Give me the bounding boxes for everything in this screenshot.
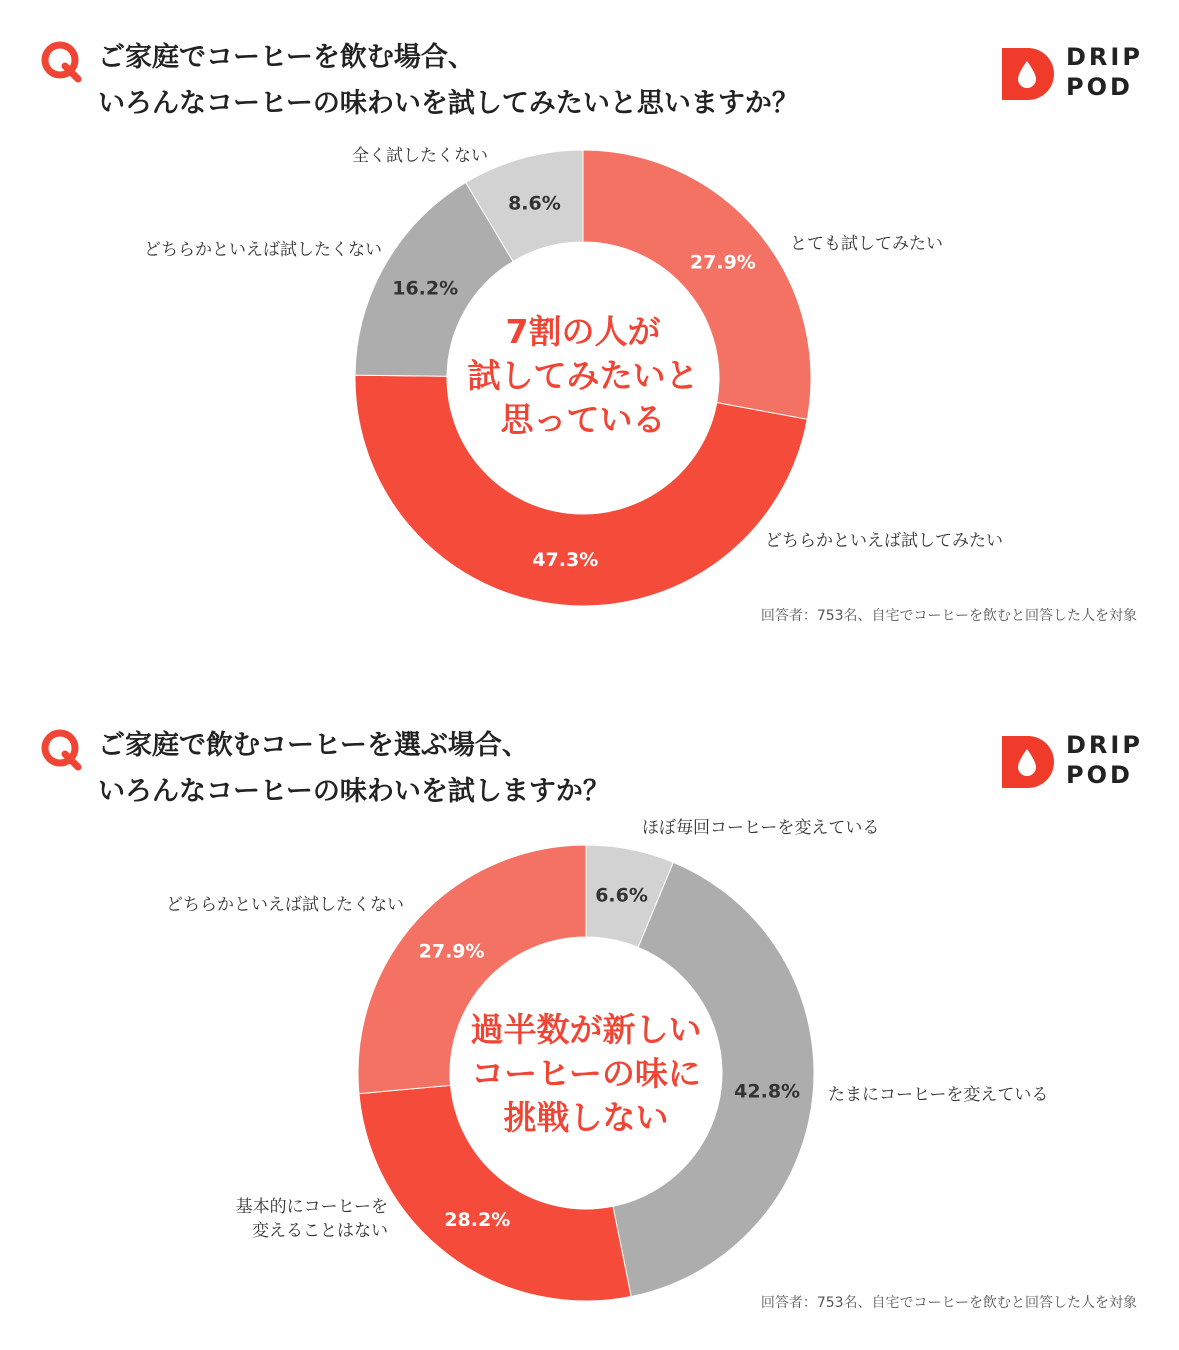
- slice-value-label: 6.6%: [595, 884, 648, 907]
- category-label: どちらかといえば試したくない: [166, 895, 404, 915]
- question-line-2: いろんなコーヒーの味わいを試しますか？: [98, 776, 610, 807]
- brand-line-2: POD: [1066, 73, 1133, 101]
- survey-panel-2: [0, 690, 1179, 1350]
- question-line-1: ご家庭で飲むコーヒーを選ぶ場合、: [98, 730, 529, 761]
- question-line-1: ご家庭でコーヒーを飲む場合、: [98, 42, 475, 73]
- center-line-3: 思っている: [500, 400, 666, 439]
- category-label: どちらかといえば試したくない: [144, 240, 382, 260]
- slice-value-label: 42.8%: [734, 1080, 801, 1103]
- brand-line-2: POD: [1066, 761, 1133, 789]
- slice-value-label: 27.9%: [418, 940, 485, 963]
- brand-line-1: DRIP: [1066, 731, 1143, 759]
- center-line-1: 7割の人が: [505, 312, 661, 351]
- category-label: 全く試したくない: [352, 146, 488, 166]
- respondent-note: 回答者：753名、自宅でコーヒーを飲むと回答した人を対象: [760, 608, 1137, 624]
- chart-center-text: [433, 310, 733, 442]
- slice-value-label: 16.2%: [392, 277, 459, 300]
- chart-center-text: [436, 1008, 736, 1140]
- category-label: どちらかといえば試してみたい: [765, 531, 1003, 551]
- category-label: 基本的にコーヒーを変えることはない: [235, 1197, 388, 1241]
- respondent-note: 回答者：753名、自宅でコーヒーを飲むと回答した人を対象: [760, 1295, 1137, 1311]
- slice-value-label: 27.9%: [689, 251, 756, 274]
- survey-panel-1: [0, 0, 1179, 660]
- category-label: とても試してみたい: [790, 234, 943, 254]
- question-line-2: いろんなコーヒーの味わいを試してみたいと思いますか？: [98, 88, 799, 119]
- category-label: ほぼ毎回コーヒーを変えている: [642, 818, 880, 838]
- center-line-2: コーヒーの味に: [471, 1054, 701, 1093]
- slice-value-label: 47.3%: [532, 549, 599, 572]
- slice-value-label: 8.6%: [508, 192, 561, 215]
- slice-value-label: 28.2%: [444, 1208, 511, 1231]
- center-line-1: 過半数が新しい: [470, 1010, 702, 1049]
- center-line-2: 試してみたいと: [467, 356, 699, 395]
- brand-line-1: DRIP: [1066, 43, 1143, 71]
- category-label: たまにコーヒーを変えている: [828, 1085, 1049, 1105]
- center-line-3: 挑戦しない: [503, 1098, 669, 1137]
